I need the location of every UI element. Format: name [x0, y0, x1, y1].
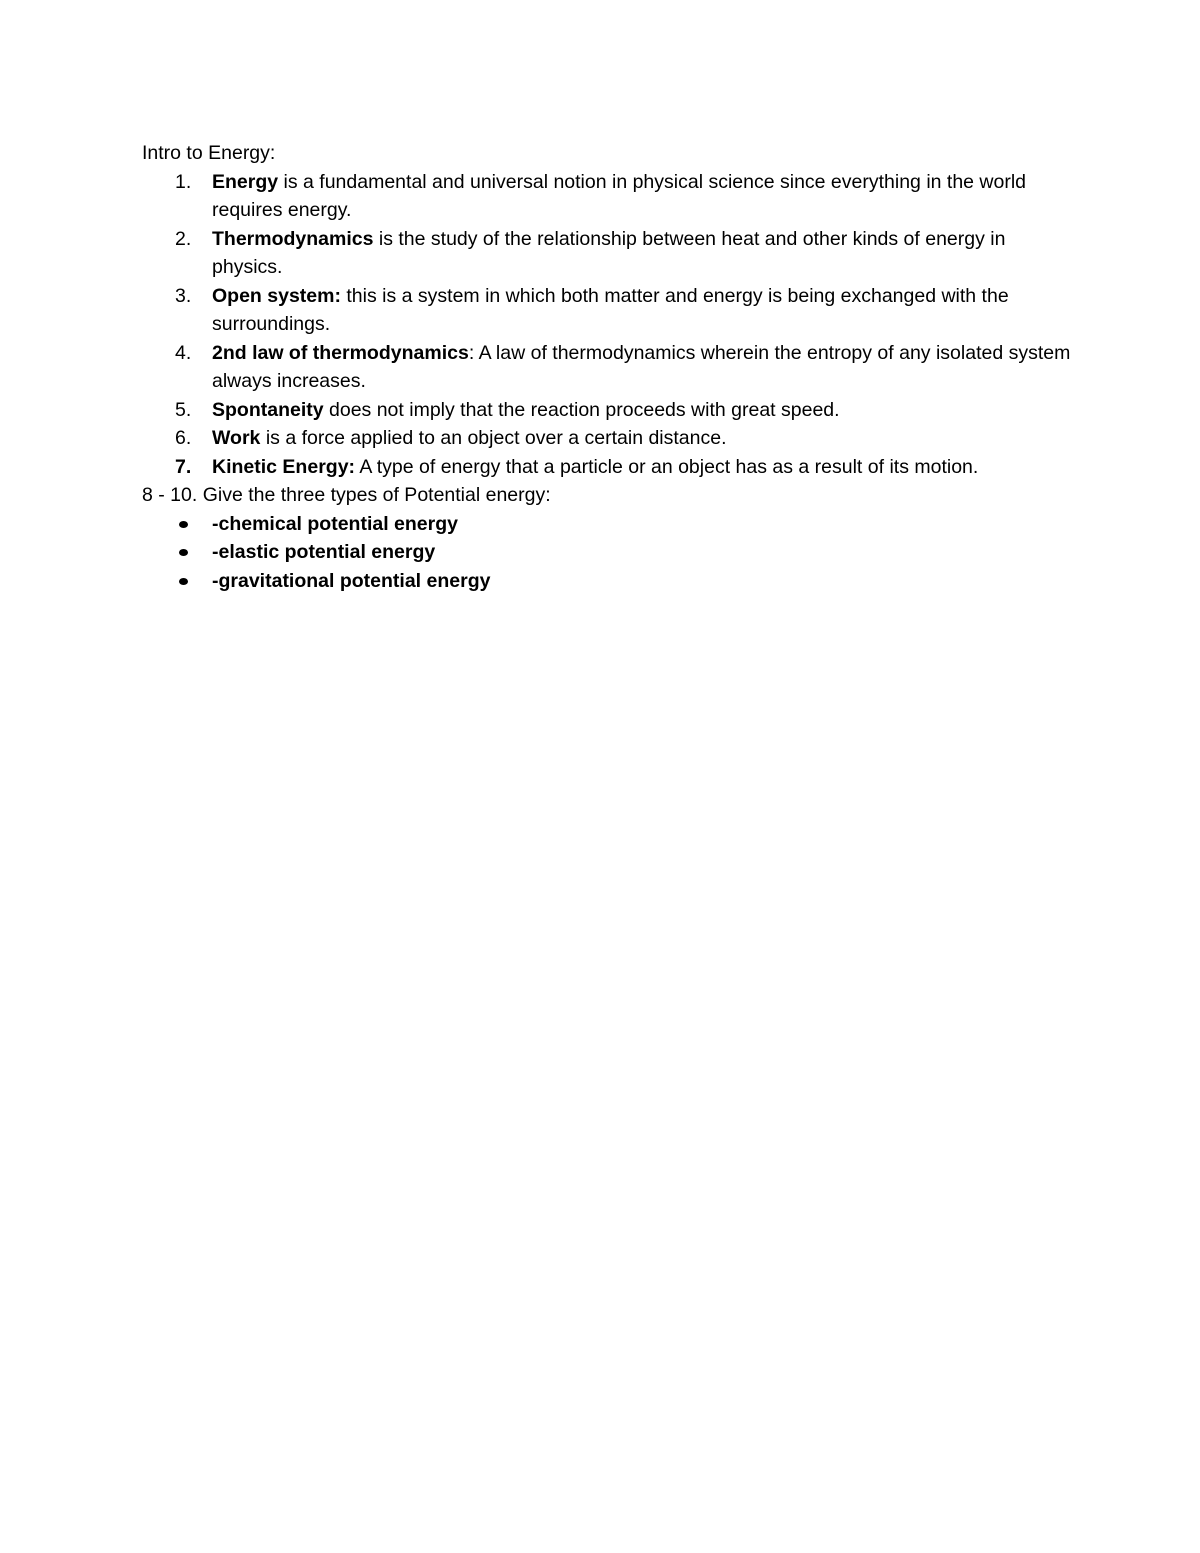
answer-text: -elastic potential energy [212, 541, 436, 563]
term: Spontaneity [212, 398, 324, 421]
document-heading: Intro to Energy: [142, 142, 276, 164]
list-number: 5. [175, 398, 192, 421]
bullet-icon [179, 578, 188, 585]
list-number: 3. [175, 284, 192, 307]
definitions-list [142, 168, 1072, 482]
term: Energy [212, 170, 279, 193]
term: Work [212, 427, 261, 449]
list-item [142, 225, 1072, 282]
term: 2nd law of thermodynamics [212, 341, 469, 364]
list-item [142, 396, 1072, 425]
definition-text: is the study of the relationship between heat and other kinds of energy in physics. [212, 227, 1006, 278]
question-text: 8 - 10. Give the three types of Potential energy: [142, 484, 551, 506]
answer-text: -chemical potential energy [212, 512, 458, 535]
list-number: 4. [175, 341, 192, 364]
answer-item [142, 538, 1072, 567]
document-page [142, 139, 1072, 595]
bullet-icon [179, 549, 188, 556]
list-item [142, 282, 1072, 339]
list-number: 7. [175, 455, 192, 478]
term: Open system: [212, 284, 341, 307]
list-number: 1. [175, 170, 192, 193]
answer-item [142, 567, 1072, 596]
definition-text: is a force applied to an object over a certain distance. [260, 427, 727, 449]
list-item [142, 168, 1072, 225]
term: Thermodynamics [212, 227, 374, 250]
answers-list [142, 510, 1072, 596]
definition-text: A type of energy that a particle or an object has as a result of its motion. [355, 455, 979, 478]
answer-item [142, 510, 1072, 539]
term: Kinetic Energy: [212, 455, 356, 478]
definition-text: : A law of thermodynamics wherein the entropy of any isolated system always increases. [212, 341, 1071, 392]
answer-text: -gravitational potential energy [212, 569, 491, 592]
definition-text: is a fundamental and universal notion in physical science since everything in the world requires energy. [212, 170, 1027, 221]
list-number: 6. [175, 427, 192, 449]
list-item [142, 339, 1072, 396]
bullet-icon [179, 521, 188, 528]
list-number: 2. [175, 227, 192, 250]
definition-text: does not imply that the reaction proceeds with great speed. [323, 398, 840, 421]
list-item [142, 424, 1072, 453]
definition-text: this is a system in which both matter and energy is being exchanged with the surroundings. [212, 284, 1009, 335]
list-item [142, 453, 1072, 482]
